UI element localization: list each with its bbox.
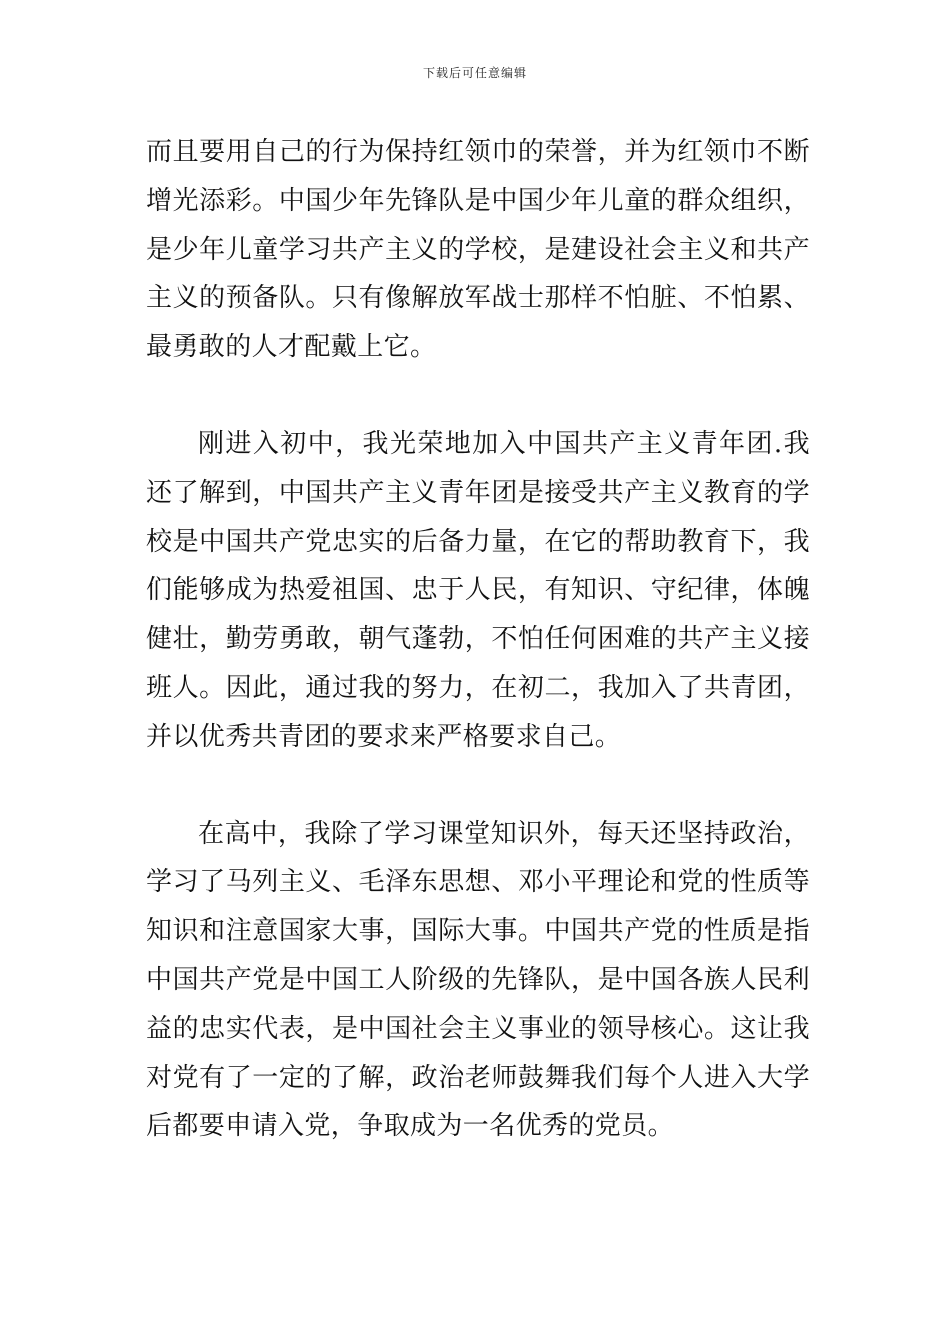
paragraph-1: 而且要用自己的行为保持红领巾的荣誉，并为红领巾不断增光添彩。中国少年先锋队是中国少年儿童的群众组织，是少年儿童学习共产主义的学校，是建设社会主义和共产主义的预备队。只有像解放军战士那样不怕脏、不怕累、最勇敢的人才配戴上它。 [146,137,810,363]
page-header: 下载后可任意编辑 [422,66,527,80]
paragraph-3: 在高中，我除了学习课堂知识外，每天还坚持政治，学习了马列主义、毛泽东思想、邓小平理论和党的性质等知识和注意国家大事，国际大事。中国共产党的性质是指中国共产党是中国工人阶级的先锋队，是中国各族人民利益的忠实代表，是中国社会主义事业的领导核心。这让我对党有了一定的了解，政治老师鼓舞我们每个人进入大学后都要申请入党，争取成为一名优秀的党员。 [146,818,810,1142]
document-body [146,128,810,1151]
paragraph-2: 刚进入初中，我光荣地加入中国共产主义青年团.我还了解到，中国共产主义青年团是接受共产主义教育的学校是中国共产党忠实的后备力量，在它的帮助教育下，我们能够成为热爱祖国、忠于人民，有知识、守纪律，体魄健壮，勤劳勇敢，朝气蓬勃，不怕任何困难的共产主义接班人。因此，通过我的努力，在初二，我加入了共青团，并以优秀共青团的要求来严格要求自己。 [146,428,810,752]
